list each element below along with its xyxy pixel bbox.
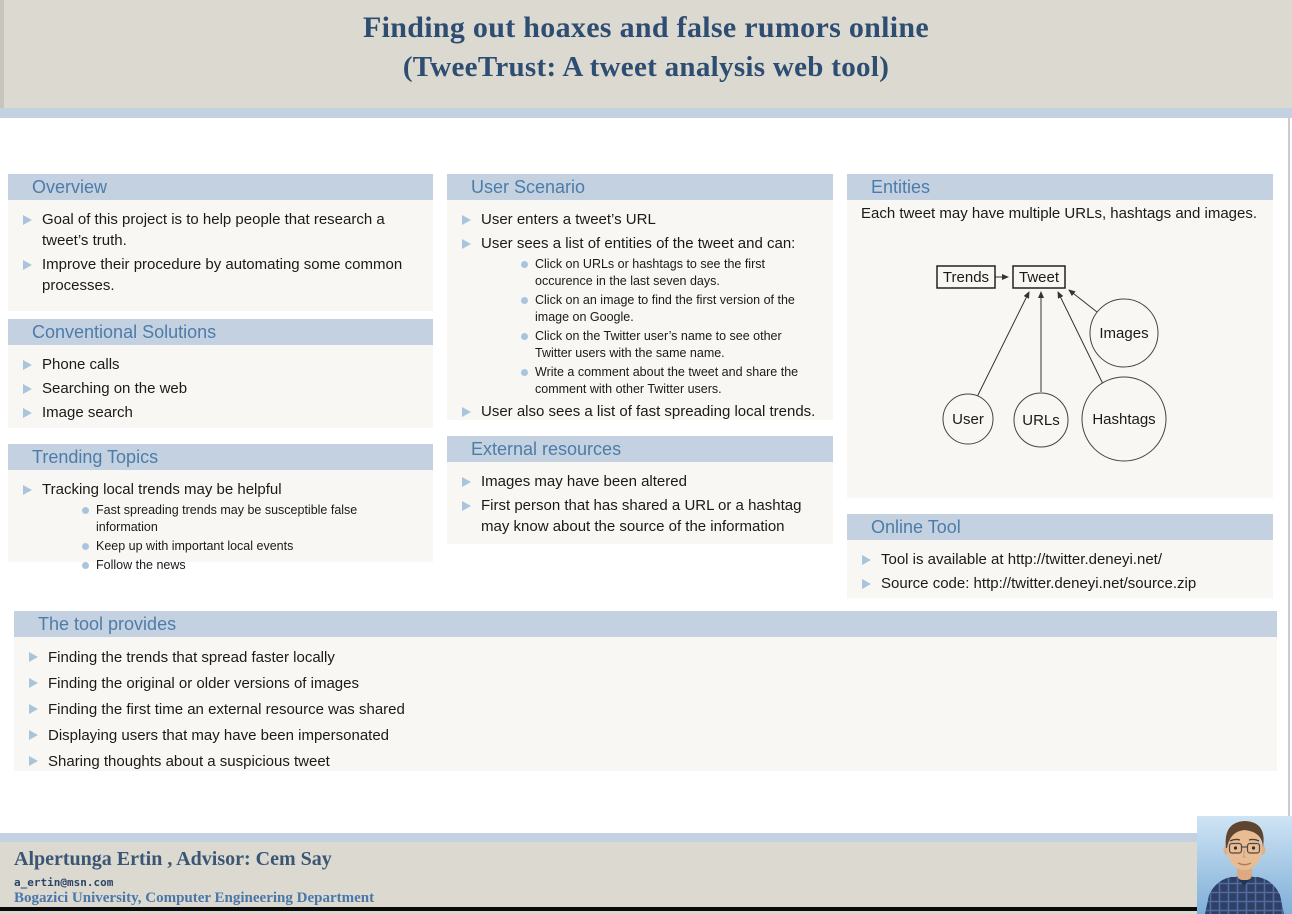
edge-user-tweet bbox=[977, 292, 1029, 397]
tool-provides-box-header bbox=[14, 611, 1277, 637]
sub-list-item bbox=[42, 502, 425, 536]
list-item-text: Goal of this project is to help people that research a tweet’s truth. bbox=[42, 211, 385, 249]
bullet-dot-icon bbox=[82, 543, 89, 550]
sub-list-item-text: Follow the news bbox=[96, 558, 186, 572]
sub-list-item bbox=[481, 292, 825, 326]
list-item-text: User also sees a list of fast spreading local trends. bbox=[481, 403, 816, 420]
source-url-text: Source code: http://twitter.deneyi.net/source.zip bbox=[881, 575, 1197, 592]
bullet-triangle-icon bbox=[29, 730, 38, 740]
bullet-triangle-icon bbox=[462, 407, 471, 417]
author-portrait-photo bbox=[1197, 816, 1292, 914]
bullet-triangle-icon bbox=[23, 408, 32, 418]
user-scenario-box-header bbox=[447, 174, 833, 200]
list-item-text: User sees a list of entities of the tweet and can: bbox=[481, 235, 796, 252]
list-item bbox=[8, 254, 433, 296]
sub-list-item bbox=[481, 364, 825, 398]
bullet-triangle-icon bbox=[462, 239, 471, 249]
tweet-node-label: Tweet bbox=[1018, 269, 1060, 286]
list-item bbox=[447, 233, 833, 398]
sub-list-item bbox=[481, 256, 825, 290]
bullet-dot-icon bbox=[82, 507, 89, 514]
conventional-solutions-box bbox=[8, 319, 433, 428]
bullet-triangle-icon bbox=[862, 555, 871, 565]
trending-topics-box bbox=[8, 444, 433, 572]
bullet-dot-icon bbox=[521, 369, 528, 376]
list-item-text: Tracking local trends may be helpful bbox=[42, 481, 282, 498]
right-edge-line bbox=[1288, 118, 1290, 833]
bullet-triangle-icon bbox=[23, 384, 32, 394]
footer bbox=[0, 842, 1292, 914]
tool-url-text: Tool is available at http://twitter.deneyi.net/ bbox=[881, 551, 1162, 568]
bullet-triangle-icon bbox=[23, 360, 32, 370]
list-item bbox=[14, 724, 1277, 747]
list-item bbox=[847, 549, 1273, 570]
sub-list-item bbox=[481, 328, 825, 362]
list-item bbox=[847, 573, 1273, 594]
bullet-triangle-icon bbox=[23, 485, 32, 495]
urls-node-label: URLs bbox=[1022, 412, 1060, 429]
list-item-text: Searching on the web bbox=[42, 380, 188, 397]
bullet-triangle-icon bbox=[23, 260, 32, 270]
tool-provides-box bbox=[14, 611, 1277, 771]
entities-intro-text: Each tweet may have multiple URLs, hashtags and images. bbox=[861, 205, 1258, 222]
bullet-triangle-icon bbox=[462, 477, 471, 487]
entities-box bbox=[847, 174, 1273, 498]
list-item bbox=[14, 672, 1277, 695]
hashtags-node-label: Hashtags bbox=[1092, 411, 1156, 428]
online-tool-box-header bbox=[847, 514, 1273, 540]
bullet-dot-icon bbox=[521, 261, 528, 268]
bullet-dot-icon bbox=[521, 297, 528, 304]
bullet-triangle-icon bbox=[29, 652, 38, 662]
bullet-triangle-icon bbox=[29, 756, 38, 766]
online-tool-box-body bbox=[847, 540, 1273, 598]
list-item-text: First person that has shared a URL or a hashtag may know about the source of the information bbox=[481, 497, 802, 535]
external-resources-box-title: External resources bbox=[471, 438, 622, 459]
sub-list-item-text: Fast spreading trends may be susceptible false information bbox=[96, 503, 358, 534]
tool-provides-box-body bbox=[14, 637, 1277, 771]
overview-box-title: Overview bbox=[32, 176, 108, 197]
list-item bbox=[14, 750, 1277, 773]
bullet-triangle-icon bbox=[462, 501, 471, 511]
list-item bbox=[14, 698, 1277, 721]
conventional-solutions-box-body bbox=[8, 345, 433, 428]
conventional-solutions-box-title: Conventional Solutions bbox=[32, 321, 217, 342]
entities-box-header bbox=[847, 174, 1273, 200]
list-item-text: User enters a tweet’s URL bbox=[481, 211, 656, 228]
user-scenario-box-title: User Scenario bbox=[471, 176, 586, 197]
list-item bbox=[14, 646, 1277, 669]
list-item-text: Displaying users that may have been impersonated bbox=[48, 727, 390, 744]
author-advisor-line: Alpertunga Ertin , Advisor: Cem Say bbox=[14, 848, 332, 870]
poster-title-line1: Finding out hoaxes and false rumors online bbox=[362, 11, 930, 44]
entities-box-body bbox=[847, 200, 1273, 498]
bullet-triangle-icon bbox=[462, 215, 471, 225]
external-resources-box-header bbox=[447, 436, 833, 462]
bullet-triangle-icon bbox=[29, 704, 38, 714]
images-node-label: Images bbox=[1099, 325, 1149, 342]
list-item-text: Improve their procedure by automating some common processes. bbox=[42, 256, 403, 294]
list-item-text: Images may have been altered bbox=[481, 473, 687, 490]
user-node-label: User bbox=[952, 411, 984, 428]
list-item bbox=[8, 479, 433, 574]
bullet-dot-icon bbox=[82, 562, 89, 569]
list-item bbox=[8, 209, 433, 251]
author-email: a_ertin@msn.com bbox=[14, 876, 114, 889]
trending-topics-box-header bbox=[8, 444, 433, 470]
online-tool-box bbox=[847, 514, 1273, 598]
eye bbox=[1234, 846, 1237, 849]
list-item bbox=[8, 402, 433, 423]
bullet-dot-icon bbox=[521, 333, 528, 340]
entity-relationship-diagram bbox=[847, 200, 1273, 498]
trending-topics-box-title: Trending Topics bbox=[32, 446, 159, 467]
bottom-black-bar bbox=[0, 907, 1292, 911]
list-item-text: Image search bbox=[42, 404, 133, 421]
footer-accent-strip bbox=[0, 833, 1292, 842]
online-tool-box-title: Online Tool bbox=[871, 516, 961, 537]
trending-topics-box-body bbox=[8, 470, 433, 572]
header-accent-strip bbox=[0, 108, 1292, 118]
poster-header bbox=[0, 0, 1292, 108]
bullet-triangle-icon bbox=[862, 579, 871, 589]
list-item bbox=[8, 354, 433, 375]
conventional-solutions-box-header bbox=[8, 319, 433, 345]
edge-images-tweet bbox=[1069, 290, 1097, 312]
sub-list-item-text: Write a comment about the tweet and share the comment with other Twitter users. bbox=[535, 365, 799, 396]
user-scenario-box bbox=[447, 174, 833, 420]
list-item-text: Finding the first time an external resource was shared bbox=[48, 701, 405, 718]
overview-box-body bbox=[8, 200, 433, 311]
eye bbox=[1252, 846, 1255, 849]
overview-box-header bbox=[8, 174, 433, 200]
external-resources-box-body bbox=[447, 462, 833, 544]
sub-list-item bbox=[42, 557, 425, 574]
entities-box-title: Entities bbox=[871, 176, 931, 197]
list-item bbox=[8, 378, 433, 399]
user-scenario-box-body bbox=[447, 200, 833, 420]
bullet-triangle-icon bbox=[23, 215, 32, 225]
author-affiliation: Bogazici University, Computer Engineering Department bbox=[14, 890, 375, 906]
trends-node-label: Trends bbox=[942, 269, 990, 286]
list-item-text: Finding the trends that spread faster locally bbox=[48, 649, 335, 666]
tool-provides-box-title: The tool provides bbox=[38, 613, 177, 634]
external-resources-box bbox=[447, 436, 833, 544]
overview-box bbox=[8, 174, 433, 311]
list-item bbox=[447, 471, 833, 492]
left-edge-strip bbox=[0, 0, 4, 118]
sub-list-item-text: Click on an image to find the first version of the image on Google. bbox=[535, 293, 795, 324]
list-item-text: Sharing thoughts about a suspicious tweet bbox=[48, 753, 330, 770]
sub-list-item-text: Click on URLs or hashtags to see the first occurence in the last seven days. bbox=[535, 257, 765, 288]
list-item bbox=[447, 401, 833, 422]
sub-list-item-text: Click on the Twitter user’s name to see other Twitter users with the same name. bbox=[535, 329, 782, 360]
poster-title-line2: (TweeTrust: A tweet analysis web tool) bbox=[402, 51, 890, 83]
bullet-triangle-icon bbox=[29, 678, 38, 688]
sub-list-item-text: Keep up with important local events bbox=[96, 539, 294, 553]
list-item bbox=[447, 209, 833, 230]
list-item bbox=[447, 495, 833, 537]
list-item-text: Finding the original or older versions of images bbox=[48, 675, 359, 692]
list-item-text: Phone calls bbox=[42, 356, 120, 373]
sub-list-item bbox=[42, 538, 425, 555]
